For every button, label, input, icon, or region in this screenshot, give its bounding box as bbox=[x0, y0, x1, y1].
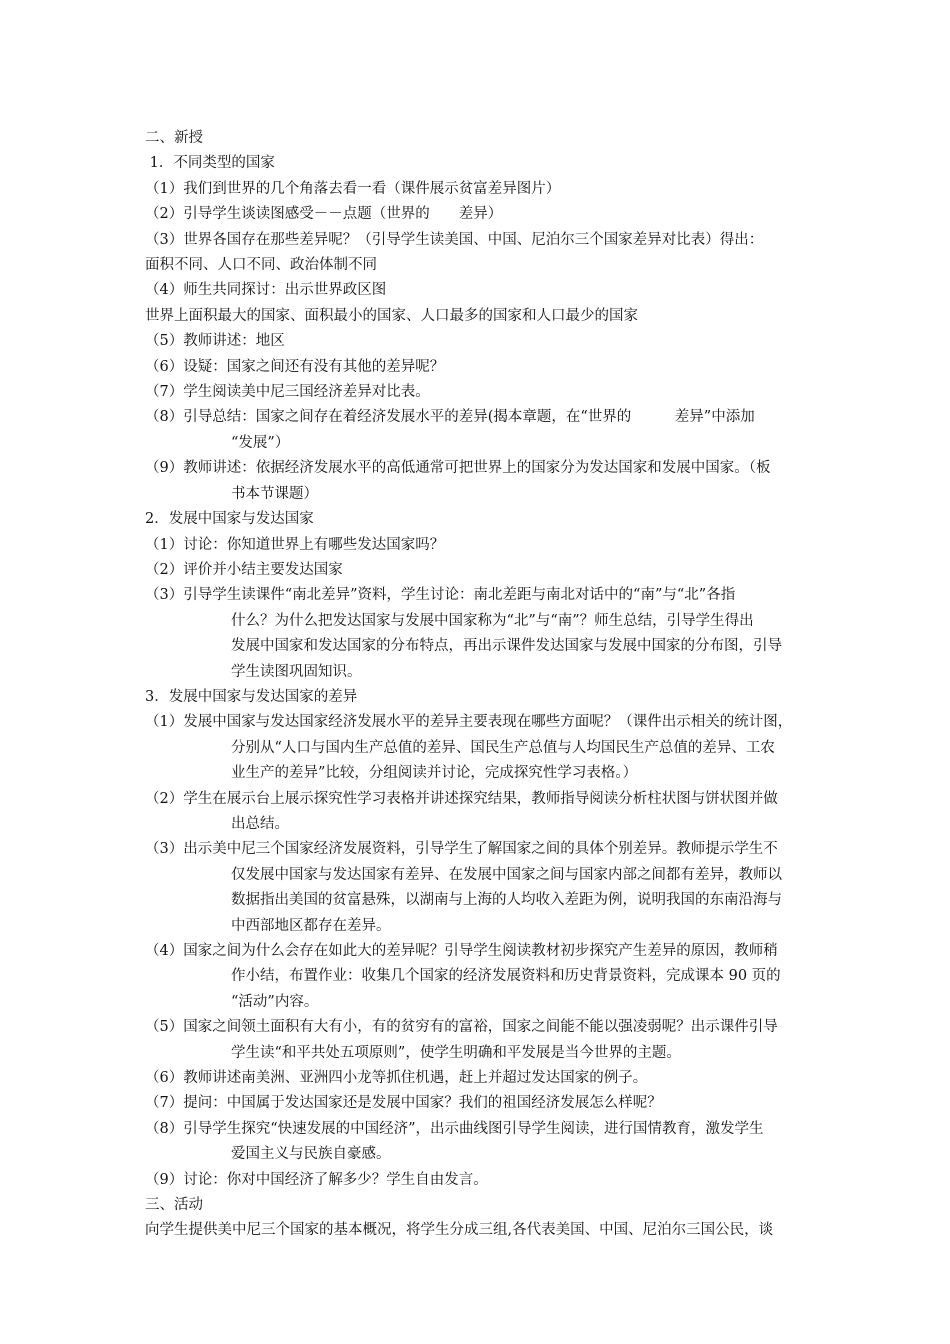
text-line: （4）国家之间为什么会存在如此大的差异呢？引导学生阅读教材初步探究产生差异的原因，教师稍 bbox=[145, 943, 778, 959]
text-line: 向学生提供美中尼三个国家的基本概况，将学生分成三组,各代表美国、中国、尼泊尔三国公民，谈 bbox=[145, 1222, 774, 1239]
text-line: （7）提问：中国属于发达国家还是发展中国家？我们的祖国经济发展怎么样呢？ bbox=[145, 1095, 662, 1112]
text-line: （3）出示美中尼三个国家经济发展资料，引导学生了解国家之间的具体个别差异。教师提示学生不 bbox=[145, 841, 778, 858]
text-line: 2．发展中国家与发达国家 bbox=[145, 511, 314, 528]
document-body bbox=[145, 126, 887, 1244]
text-line: 三、活动 bbox=[145, 1197, 203, 1214]
text-line: （3）引导学生读课件“南北差异”资料，学生讨论：南北差距与南北对话中的“南”与“北”各指 bbox=[145, 587, 736, 604]
text-line: “活动”内容。 bbox=[231, 993, 319, 1010]
text-line: （5）国家之间领土面积有大有小，有的贫穷有的富裕，国家之间能不能以强凌弱呢？出示课件引导 bbox=[145, 1019, 778, 1036]
text-line: （3）世界各国存在那些差异呢？（引导学生读美国、中国、尼泊尔三个国家差异对比表）得出： bbox=[145, 231, 764, 248]
text-line: 3．发展中国家与发达国家的差异 bbox=[145, 688, 358, 705]
text-line: 作小结，布置作业：收集几个国家的经济发展资料和历史背景资料，完成课本 90 页的 bbox=[231, 968, 781, 985]
text-line: 发展中国家和发达国家的分布特点，再出示课件发达国家与发展中国家的分布图，引导 bbox=[231, 638, 782, 655]
text-line: 业生产的差异”比较，分组阅读并讨论，完成探究性学习表格。） bbox=[231, 765, 638, 782]
text-line: （7）学生阅读美中尼三国经济差异对比表。 bbox=[145, 384, 430, 401]
text-line: （9）教师讲述：依据经济发展水平的高低通常可把世界上的国家分为发达国家和发展中国家。（板 bbox=[145, 460, 771, 477]
text-line: 出总结。 bbox=[231, 815, 289, 832]
text-line: 中西部地区都存在差异。 bbox=[231, 917, 391, 934]
text-line: “发展”） bbox=[231, 434, 290, 451]
text-line: （9）讨论：你对中国经济了解多少？学生自由发言。 bbox=[145, 1171, 488, 1188]
text-line: （6）教师讲述南美洲、亚洲四小龙等抓住机遇，赶上并超过发达国家的例子。 bbox=[145, 1070, 648, 1087]
text-line: （8）引导学生探究“快速发展的中国经济”，出示曲线图引导学生阅读，进行国情教育，激发学生 bbox=[145, 1120, 764, 1137]
text-line: 世界上面积最大的国家、面积最小的国家、人口最多的国家和人口最少的国家 bbox=[145, 307, 638, 324]
text-line: （2）学生在展示台上展示探究性学习表格并讲述探究结果，教师指导阅读分析柱状图与饼状图并做 bbox=[145, 790, 778, 807]
text-line: 什么？为什么把发达国家与发展中国家称为“北”与“南”？师生总结，引导学生得出 bbox=[231, 612, 754, 629]
text-line: 二、新授 bbox=[145, 130, 203, 146]
text-line: 爱国主义与民族自豪感。 bbox=[231, 1146, 391, 1163]
text-line: （2）评价并小结主要发达国家 bbox=[145, 561, 343, 578]
text-line: 面积不同、人口不同、政治体制不同 bbox=[145, 257, 377, 274]
text-line: （8）引导总结：国家之间存在着经济发展水平的差异(揭本章题，在“世界的 差异”中添加 bbox=[145, 409, 755, 426]
text-line: （5）教师讲述：地区 bbox=[145, 333, 285, 350]
text-line: （6）设疑：国家之间还有没有其他的差异呢？ bbox=[145, 358, 445, 375]
text-line: 数据指出美国的贫富悬殊，以湖南与上海的人均收入差距为例，说明我国的东南沿海与 bbox=[231, 892, 782, 909]
text-line: 分别从“人口与国内生产总值的差异、国民生产总值与人均国民生产总值的差异、工农 bbox=[231, 739, 775, 756]
text-line: 学生读“和平共处五项原则”，使学生明确和平发展是当今世界的主题。 bbox=[231, 1044, 681, 1061]
text-line: （4）师生共同探讨：出示世界政区图 bbox=[145, 282, 387, 299]
text-line: （2）引导学生谈读图感受－－点题（世界的 差异） bbox=[145, 206, 503, 223]
text-line: （1）我们到世界的几个角落去看一看（课件展示贫富差异图片） bbox=[145, 180, 561, 197]
text-line: 仅发展中国家与发达国家有差异、在发展中国家之间与国家内部之间都有差异，教师以 bbox=[231, 866, 782, 883]
text-line: 1．不同类型的国家 bbox=[145, 155, 275, 172]
text-line: （1）讨论：你知道世界上有哪些发达国家吗？ bbox=[145, 536, 445, 553]
text-line: 学生读图巩固知识。 bbox=[231, 663, 362, 680]
text-line: （1）发展中国家与发达国家经济发展水平的差异主要表现在哪些方面呢？（课件出示相关的统计图， bbox=[145, 714, 793, 731]
text-line: 书本节课题） bbox=[231, 485, 318, 502]
